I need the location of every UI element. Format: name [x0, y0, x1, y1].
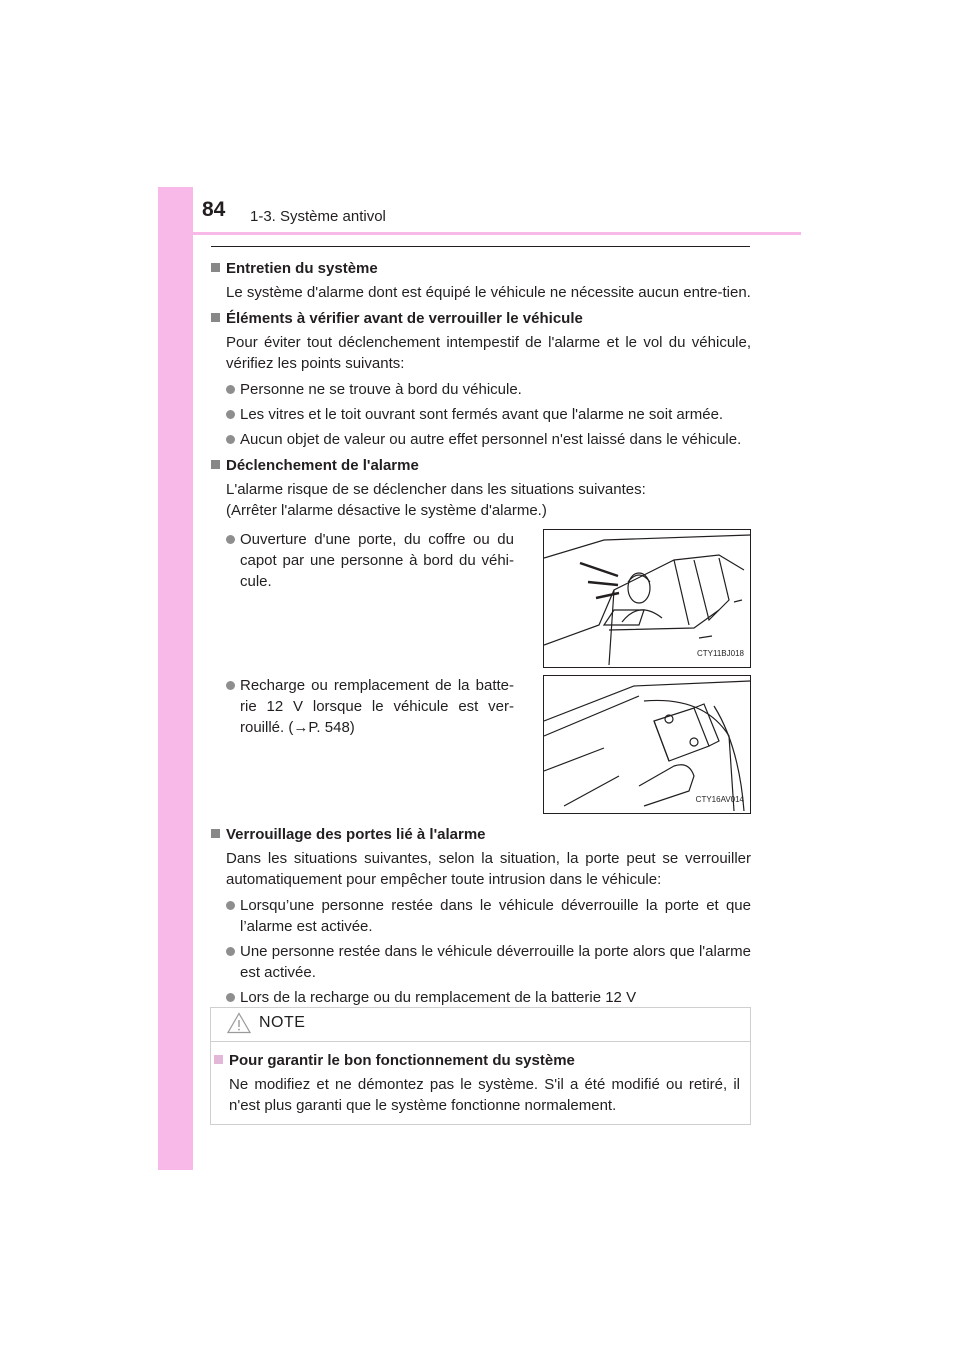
square-bullet-icon — [211, 263, 220, 272]
heading-verrouillage: Verrouillage des portes lié à l'alarme — [210, 824, 751, 845]
bullet-dot-icon — [226, 901, 235, 910]
bullet-dot-icon — [226, 681, 235, 690]
square-bullet-icon — [214, 1055, 223, 1064]
square-bullet-icon — [211, 460, 220, 469]
paragraph: Pour éviter tout déclenchement intempestif de l'alarme et le vol du véhicule, vérifiez les points suivants: — [226, 334, 751, 372]
list-item: Aucun objet de valeur ou autre effet personnel n'est laissé dans le véhicule. — [210, 429, 751, 450]
heading-entretien: Entretien du système — [210, 258, 751, 279]
chapter-sidebar-tab — [158, 187, 193, 1170]
warning-triangle-icon — [227, 1012, 251, 1034]
figure-row — [210, 529, 751, 668]
figure-code: CTY16AV014 — [695, 795, 744, 804]
note-header — [211, 1008, 750, 1042]
paragraph-line: L'alarme risque de se déclencher dans les situations suivantes: — [226, 481, 646, 498]
note-heading: Pour garantir le bon fonctionnement du système — [211, 1050, 750, 1071]
paragraph-line: (Arrêter l'alarme désactive le système d'alarme.) — [226, 502, 547, 519]
list-item: Lorsqu’une personne restée dans le véhicule déverrouille la porte et que l’alarme est activée. — [210, 895, 751, 937]
square-bullet-icon — [211, 829, 220, 838]
note-paragraph: Ne modifiez et ne démontez pas le système. S'il a été modifié ou retiré, il n'est plus garanti que le système fonctionne normalement. — [229, 1076, 740, 1114]
paragraph: Dans les situations suivantes, selon la situation, la porte peut se verrouiller automatiquement pour empêcher toute intrusion dans le véhicule: — [226, 850, 751, 888]
bullet-dot-icon — [226, 535, 235, 544]
bullet-dot-icon — [226, 947, 235, 956]
bullet-dot-icon — [226, 435, 235, 444]
figure-code: CTY11BJ018 — [697, 649, 744, 658]
bullet-dot-icon — [226, 410, 235, 419]
figure-row — [210, 675, 751, 814]
battery-in-trunk-illustration — [543, 675, 751, 814]
note-label: NOTE — [259, 1014, 306, 1031]
paragraph: Le système d'alarme dont est équipé le véhicule ne nécessite aucun entre-tien. — [226, 284, 751, 301]
list-item: Ouverture d'une porte, du coffre ou du capot par une personne à bord du véhi-cule. — [210, 529, 514, 592]
list-item: Une personne restée dans le véhicule déverrouille la porte alors que l'alarme est activée. — [210, 941, 751, 983]
heading-elements-a-verifier: Éléments à vérifier avant de verrouiller le véhicule — [210, 308, 751, 329]
bullet-dot-icon — [226, 385, 235, 394]
list-item: Personne ne se trouve à bord du véhicule. — [210, 379, 751, 400]
section-title: 1-3. Système antivol — [250, 208, 386, 225]
header-rule — [211, 246, 750, 247]
square-bullet-icon — [211, 313, 220, 322]
note-body — [211, 1050, 750, 1116]
page-number: 84 — [202, 198, 226, 221]
list-item: Les vitres et le toit ouvrant sont fermés avant que l'alarme ne soit armée. — [210, 404, 751, 425]
list-item: Recharge ou remplacement de la batte-rie 12 V lorsque le véhicule est ver-rouillé. (→P. 548) — [210, 675, 514, 738]
list-item: Lors de la recharge ou du remplacement de la batterie 12 V — [210, 987, 751, 1008]
header-accent-line — [193, 232, 801, 235]
bullet-dot-icon — [226, 993, 235, 1002]
main-content — [210, 258, 751, 1008]
driver-in-car-door-illustration — [543, 529, 751, 668]
heading-declenchement: Déclenchement de l'alarme — [210, 455, 751, 476]
note-box — [210, 1007, 751, 1125]
